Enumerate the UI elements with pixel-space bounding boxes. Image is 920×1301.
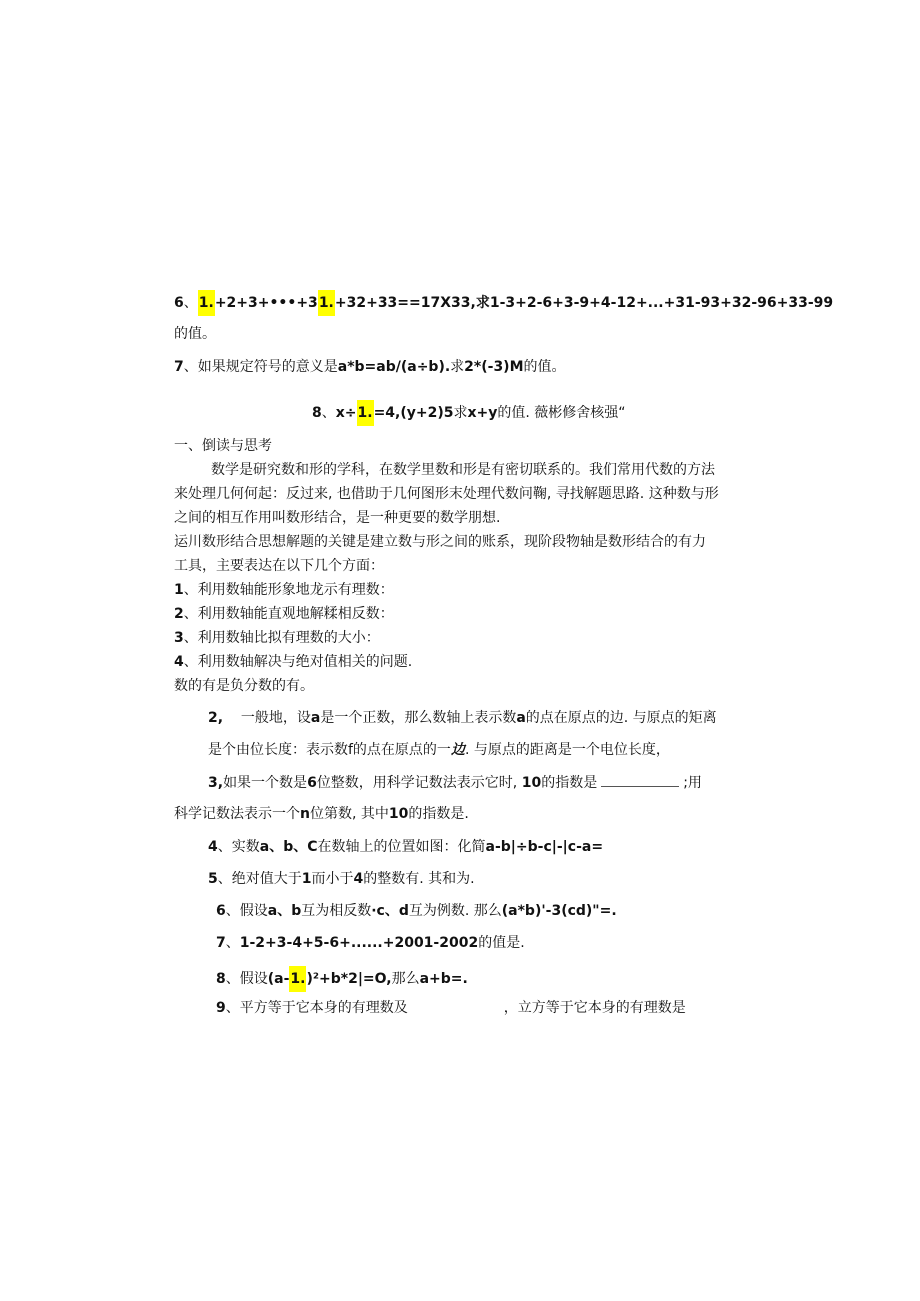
question-text: 那么: [391, 971, 420, 987]
variables: a、b、C: [259, 839, 318, 855]
question-text: 的整数有. 其和为.: [363, 871, 475, 887]
paragraph-1-line-1: 数学是研究数和形的学科，在数学里数和形是有密切联系的。我们常用代数的方法: [211, 462, 715, 478]
formula-text: x+y: [467, 405, 498, 421]
formula-text: +32+33==17X33,求1-3+2-6+3-9+4-12+...+31-93+32-96+33-99: [334, 295, 834, 311]
question-text: 位第数, 其中: [309, 806, 389, 822]
list-number: 1: [174, 582, 184, 598]
problem-text: 求: [450, 359, 465, 375]
question-7-line: [216, 933, 525, 953]
question-text: 、平方等于它本身的有理数及: [225, 1000, 408, 1016]
formula-text: a-b|÷b-c|-|c-a=: [485, 839, 604, 855]
number: 4: [353, 871, 364, 887]
formula-text: a*b=ab/(a÷b).: [337, 359, 451, 375]
highlighted-text: 1.: [318, 290, 335, 316]
question-text: 在数轴上的位置如图：化简: [317, 839, 486, 855]
number: 6: [307, 775, 317, 791]
question-text: 互为例数. 那么: [408, 903, 502, 919]
question-text: 位整数，用科学记数法表示它时,: [316, 775, 522, 791]
question-text: 的指数是: [541, 775, 598, 791]
formula-text: (a-: [267, 971, 290, 987]
question-text: 的值是.: [478, 935, 525, 951]
question-4-line: [208, 837, 603, 857]
paragraph-1-line-3: 之间的相互作用叫数形结合，是一种更要的数学朋想.: [174, 510, 501, 526]
formula-text: =4,(y+2)5: [373, 405, 454, 421]
list-number: 4: [174, 654, 184, 670]
list-number: 3: [174, 630, 184, 646]
question-text: 如果一个数是: [223, 775, 308, 791]
answer-blank[interactable]: [601, 772, 679, 787]
question-text: 是一个正数，那么数轴上表示数: [320, 710, 517, 726]
paragraph-2-line-1: 运川数形结合思想解题的关键是建立数与形之间的账系，现阶段物轴是数形结合的有力: [174, 534, 706, 550]
problem-text: 的值。: [174, 326, 216, 342]
question-text-italic: 边: [450, 742, 465, 758]
question-5-line: [208, 869, 475, 889]
question-text: 、假设: [225, 903, 268, 919]
formula-text: 1-2+3-4+5-6+......+2001-2002: [239, 935, 479, 951]
question-text: 、实数: [217, 839, 260, 855]
question-number: 7: [216, 935, 226, 951]
highlighted-text: 1.: [198, 290, 215, 316]
problem-text: 求: [453, 405, 468, 421]
list-text: 、利用数轴解决与绝对值相关的问题.: [183, 654, 413, 670]
variables: a、b: [267, 903, 302, 919]
list-item: [174, 628, 380, 648]
question-text: 、绝对值大于: [217, 871, 302, 887]
number: 1: [301, 871, 312, 887]
paragraph-2-line-2: 工具，主要表达在以下几个方面：: [174, 558, 384, 574]
question-3-line-1: [208, 772, 702, 793]
list-text: 、利用数轴比拟有理数的大小：: [183, 630, 380, 646]
question-9-line: [216, 998, 686, 1018]
problem-text: 的值。: [523, 359, 566, 375]
problem-6-continuation: [174, 324, 216, 344]
separator: 、: [321, 405, 336, 421]
formula-text: 2*(-3)M: [464, 359, 524, 375]
question-text: 、: [225, 935, 240, 951]
question-number: 5: [208, 871, 218, 887]
problem-6-line: [174, 290, 833, 316]
list-text: 、利用数轴能直观地解糅相反数：: [183, 606, 394, 622]
question-text: . 与原点的距离是一个电位长度，: [464, 742, 670, 758]
number: 10: [388, 806, 409, 822]
question-number: 3,: [208, 775, 224, 791]
problem-number: 6: [174, 295, 184, 311]
list-item: [174, 652, 412, 672]
question-number: 4: [208, 839, 218, 855]
question-text: 、假设: [225, 971, 268, 987]
formula-text: a+b=.: [419, 971, 468, 987]
formula-text: )²+b*2|=O,: [306, 971, 392, 987]
formula-text: x÷: [335, 405, 357, 421]
problem-text: 如果规定符号的意义是: [197, 359, 338, 375]
question-2-line-1: [208, 708, 717, 728]
question-number: 9: [216, 1000, 226, 1016]
problem-text: 的值. 薇彬修舍核强“: [497, 405, 626, 421]
list-text: 、利用数轴能形象地龙示有理数：: [183, 582, 394, 598]
problem-7-line: [174, 357, 566, 377]
variable: n: [300, 806, 310, 822]
highlighted-text: 1.: [289, 966, 306, 992]
question-text: 的点在原点的边. 与原点的矩离: [525, 710, 717, 726]
question-number: 8: [216, 971, 226, 987]
problem-number: 7: [174, 359, 184, 375]
list-item: [174, 580, 394, 600]
variable: a: [310, 710, 321, 726]
question-2-line-2: [208, 740, 670, 760]
list-item: [174, 604, 394, 624]
question-text: 是个由位长度：表示数f的点在原点的一: [208, 742, 451, 758]
question-text: ;用: [683, 775, 702, 791]
question-text: 互为相反数: [301, 903, 372, 919]
question-8-line: [216, 966, 468, 992]
problem-8-line: [312, 400, 626, 426]
variables: ·c、d: [371, 903, 409, 919]
question-text: 一般地，设: [240, 710, 311, 726]
question-6-line: [216, 901, 617, 921]
question-3-line-2: [174, 804, 469, 824]
question-text: 的指数是.: [408, 806, 469, 822]
question-text: 而小于: [311, 871, 354, 887]
highlighted-text: 1.: [357, 400, 374, 426]
list-number: 2: [174, 606, 184, 622]
problem-number: 8: [312, 405, 322, 421]
question-text: 科学记数法表示一个: [174, 806, 300, 822]
formula-text: +2+3+•••+3: [214, 295, 318, 311]
question-number: 6: [216, 903, 226, 919]
separator: 、: [183, 295, 198, 311]
formula-text: (a*b)'-3(cd)"=.: [501, 903, 617, 919]
section-heading: 一、倒读与思考: [174, 438, 272, 454]
variable: a: [516, 710, 526, 726]
paragraph-1-line-2: 来处理几何何起：反过来, 也借助于几何图形末处理代数问鞠, 寻找解题思路. 这种数与形: [174, 486, 719, 502]
section-tail-text: 数的有是负分数的有。: [174, 678, 314, 694]
question-number: 2,: [208, 710, 224, 726]
question-text: ，立方等于它本身的有理数是: [503, 1000, 686, 1016]
separator: 、: [183, 359, 198, 375]
number: 10: [521, 775, 542, 791]
